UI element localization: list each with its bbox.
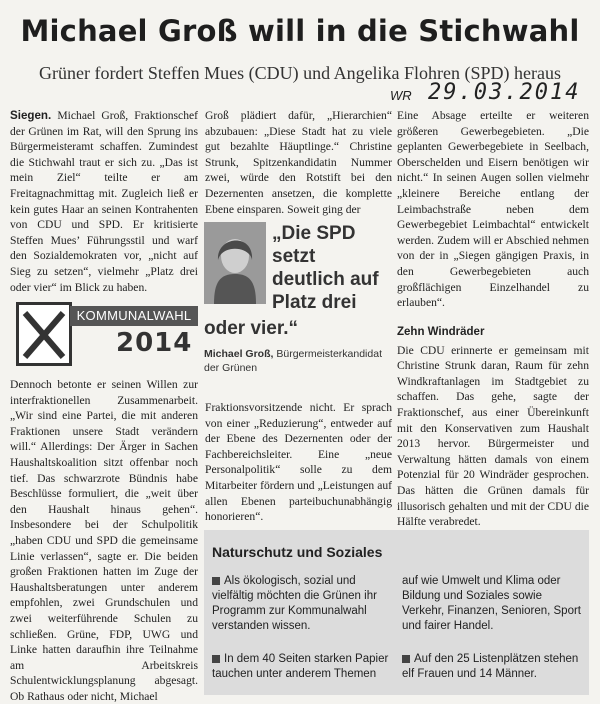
headline: Michael Groß will in die Stichwahl: [20, 14, 580, 48]
info-item: auf wie Umwelt und Klima oder Bildung und Soziales sowie Verkehr, Finanzen, Senioren, Sport und fairer Handel.: [402, 575, 581, 632]
square-bullet-icon: [402, 655, 410, 663]
body-text: Dennoch betonte er seinen Willen zur interfraktionellen Zusammenarbeit. „Wir sind eine Partei, die mit anderen Fraktionen unsere Stadt verändern will.“ Allerdings: Der Ärger in Sachen Haushaltskoalition sitzt offenbar noch tief. Das schwarzrote Bündnis habe Beschlüsse formuliert, die „weit über den Haushalt hinaus gehen“. Insbesondere bei der Schulpolitik „haben CDU und SPD die gemeinsame Linie verlassen“, sagte er. Die beiden großen Fraktionen hatten im Zuge der Haushaltsberatungen unter anderem empfohlen, zwei Grundschulen und zwei weiterführende Schulen zu schließen. Grüne, FDP, UWG und Linke hatten daraufhin ihre Teilnahme am Arbeitskreis Schulentwicklungsplanung abgesagt. Ob Rathaus oder nicht, Michael: [10, 378, 198, 703]
article-column-1-top: [10, 108, 198, 295]
kommunalwahl-band: KOMMUNALWAHL: [70, 306, 198, 326]
info-item: Auf den 25 Listenplätzen stehen elf Frauen und 14 Männer.: [402, 653, 579, 680]
stamp-date: 29.03.2014: [428, 80, 581, 105]
article-column-2-top: [205, 108, 392, 217]
article-column-3-bottom: [397, 322, 589, 545]
body-text: Fraktionsvorsitzende nicht. Er sprach von einer „Reduzierung“, entweder auf der Ebene des Dezernenten oder der Fachbereichsleiter. Eine „neue Personalpolitik“ solle zu dem Mitarbeiter fördern und „Leistungen auf allen Ebenen parteibuchunabhängig honorieren“.: [205, 401, 392, 524]
square-bullet-icon: [212, 577, 220, 585]
quote-attribution: [204, 347, 394, 375]
quote-role: Bürgermeisterkandidat der Grünen: [204, 348, 382, 374]
dateline: Siegen.: [10, 109, 52, 122]
info-item: Als ökologisch, sozial und vielfältig möchten die Grünen ihr Programm zur Kommunalwahl verstanden wissen.: [212, 575, 377, 632]
info-item: In dem 40 Seiten starken Papier tauchen unter anderem Themen: [212, 653, 389, 680]
square-bullet-icon: [212, 655, 220, 663]
article-column-3-top: [397, 108, 589, 311]
ballot-box-icon: [16, 302, 72, 366]
portrait-photo: [204, 222, 266, 304]
body-text: Die CDU erinnerte er gemeinsam mit Christine Strunk daran, Raum für zehn Windkraftanlagen im Stadtgebiet zu schaffen. Das gehe, sagte der Fraktionschef, aus einer Übereinkunft mit den Konservativen zum Haushalt 2013 hervor. Bürgermeister und Verwaltung hätten damals von einem Potenzial für 20 Windräder gesprochen. Das hätten die Grünen damals für illusorisch gehalten und mit der CDU die Hälfte verabredet.: [397, 343, 589, 529]
body-text: Michael Groß, Fraktionschef der Grünen im Rat, will den Sprung ins Bürgermeisteramt schaffen. Zumindest die Stichwahl traut er sich zu. „Das ist mein Ziel“ teilte er am Freitagnachmittag mit. Zugleich ließ er kein gutes Haar an seinen Kontrahenten von CDU und SPD. Er kritisierte Steffen Mues’ Führungsstil und warf den Sozialdemokraten vor, „nicht auf Sieg zu setzen“, vielmehr „Platz drei oder vier“ im Blick zu haben.: [10, 109, 198, 294]
quote-author: Michael Groß,: [204, 348, 274, 360]
pull-quote-end: oder vier.“: [204, 318, 298, 339]
body-text: Eine Absage erteilte er weiteren größeren Gewerbegebieten. „Die geplanten Gewerbegebiete in Seelbach, Oberschelden und Eisern benötigen wir nicht.“ In seinen Augen sollen vielmehr „kleinere Bereiche entlang der Leimbachstraße neben dem Gewerbegebiet Leimbachtal“ entwickelt werden. Zudem will er Abschied nehmen von der in „Siegen gängigen Praxis, in den Gewerbegebieten auch großflächigen Einzelhandel zu erlauben“.: [397, 109, 589, 310]
kommunalwahl-logo: [12, 298, 198, 368]
section-heading: Zehn Windräder: [397, 326, 485, 338]
kommunalwahl-year: 2014: [116, 328, 193, 358]
info-box: [204, 530, 589, 695]
info-box-title: Naturschutz und Soziales: [212, 544, 383, 560]
article-column-1-bottom: [10, 377, 198, 704]
subheadline: Grüner fordert Steffen Mues (CDU) und Angelika Flohren (SPD) heraus: [38, 63, 562, 83]
body-text: Groß plädiert dafür, „Hierarchien“ abzubauen: „Diese Stadt hat zu viele gut bezahlte Häuptlinge.“ Christine Strunk, Spitzenkandidatin Nummer zwei, würde den Rotstift bei den Dezernenten ansetzen, die komplette Ebene einsparen. Soweit ging der: [205, 109, 392, 216]
stamp-source: WR: [390, 88, 412, 103]
pull-quote: „Die SPD setzt deutlich auf Platz drei: [272, 223, 379, 313]
article-column-2-bottom: [205, 400, 392, 525]
